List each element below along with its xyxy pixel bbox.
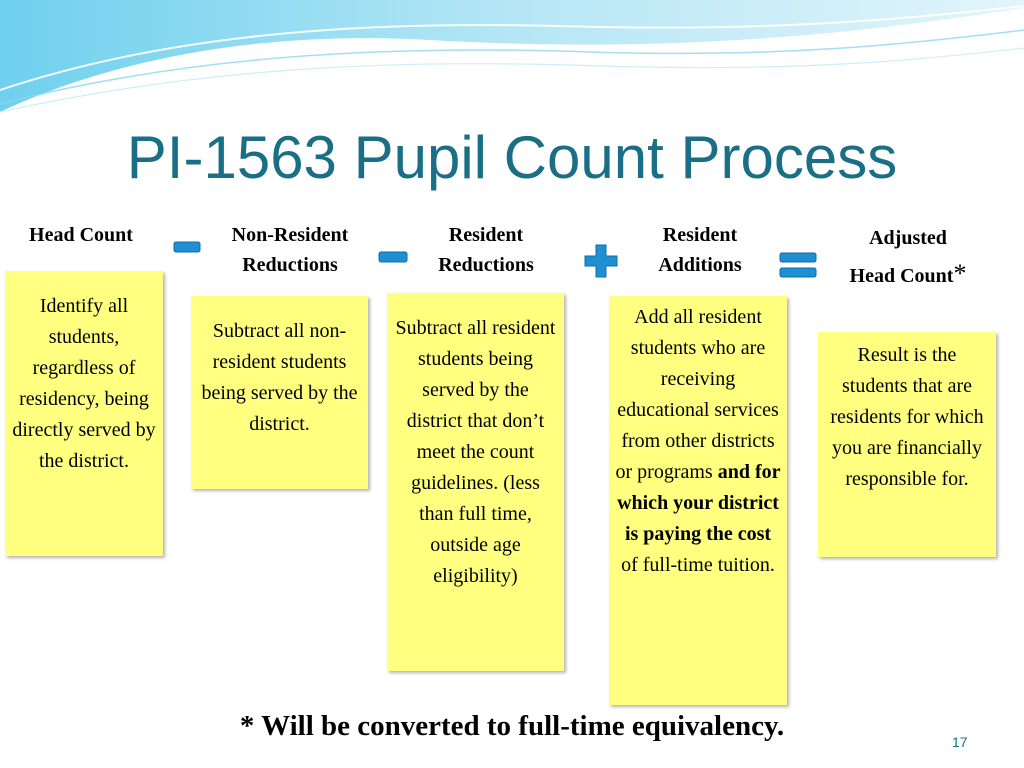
header-resident-additions-line2: Additions xyxy=(658,254,742,276)
header-resident-reductions-line1: Resident xyxy=(448,224,524,246)
header-adjusted-asterisk: * xyxy=(953,259,967,288)
header-non-resident-line1: Non-Resident xyxy=(231,224,349,246)
header-head-count xyxy=(5,220,157,250)
resident-additions-text-end: of full-time tuition. xyxy=(621,554,775,576)
header-non-resident-reductions xyxy=(200,220,380,280)
header-non-resident-line2: Reductions xyxy=(242,254,338,276)
non-resident-reductions-box: Subtract all non-resident students being served by the district. xyxy=(191,296,368,489)
head-count-box: Identify all students, regardless of residency, being directly served by the district. xyxy=(5,271,163,556)
header-resident-additions xyxy=(615,220,785,280)
header-adjusted-line1: Adjusted xyxy=(869,227,947,249)
adjusted-head-count-box: Result is the students that are residents for which you are financially responsible for. xyxy=(818,332,996,557)
resident-reductions-box: Subtract all resident students being served by the district that don’t meet the count guidelines. (less than full time, outside age eligibility) xyxy=(387,293,564,671)
page-number: 17 xyxy=(952,734,968,750)
resident-additions-text: Add all resident students who are receiving educational services from other districts or programs xyxy=(615,306,779,483)
resident-additions-box xyxy=(609,296,787,705)
slide-title: PI-1563 Pupil Count Process xyxy=(126,124,898,191)
resident-additions-bold-text: and for which your district is paying the cost xyxy=(617,461,781,545)
minus-icon xyxy=(173,239,201,255)
header-wave-decoration xyxy=(0,0,1024,115)
header-adjusted-head-count xyxy=(818,220,998,294)
header-head-count-line1: Head Count xyxy=(29,224,133,246)
minus-icon xyxy=(378,249,408,265)
header-resident-reductions xyxy=(400,220,572,280)
footer-note: * Will be converted to full-time equivalency. xyxy=(239,710,785,742)
header-resident-reductions-line2: Reductions xyxy=(438,254,534,276)
header-adjusted-line2: Head Count xyxy=(849,265,954,287)
header-resident-additions-line1: Resident xyxy=(662,224,738,246)
equals-icon xyxy=(779,251,817,279)
plus-icon xyxy=(583,243,619,279)
